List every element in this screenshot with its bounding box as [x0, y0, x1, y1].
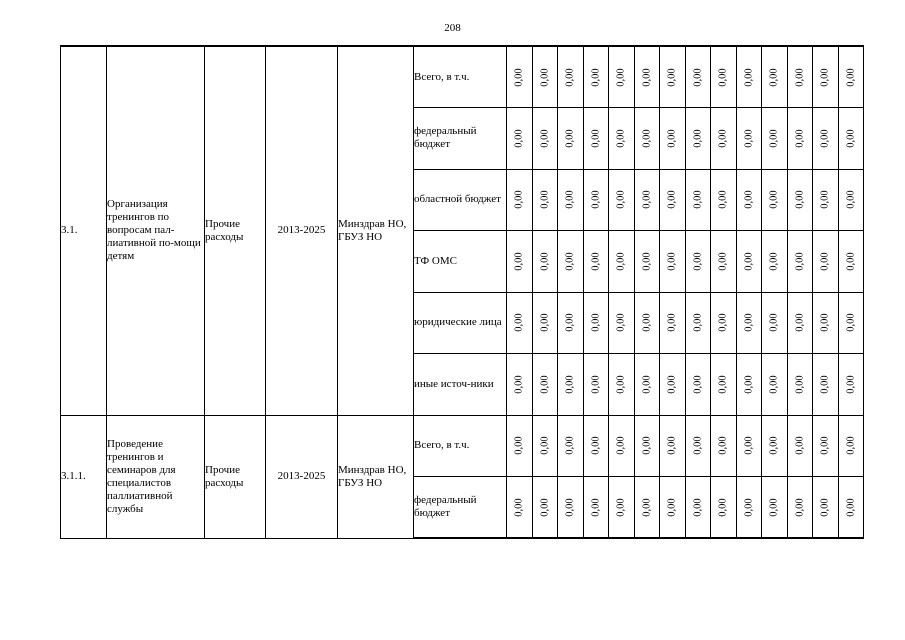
value-text: 0,00 — [743, 190, 755, 209]
value-text: 0,00 — [513, 375, 525, 394]
value-cell — [532, 354, 558, 416]
value-cell — [634, 477, 660, 539]
value-text: 0,00 — [513, 252, 525, 271]
value-text: 0,00 — [615, 375, 627, 394]
value-cell — [609, 477, 635, 539]
value-cell — [558, 108, 584, 170]
value-cell — [787, 415, 813, 477]
value-cell — [736, 108, 762, 170]
value-cell — [813, 477, 839, 539]
expense-type: Прочие расходы — [205, 415, 266, 538]
value-text: 0,00 — [845, 375, 857, 394]
value-text: 0,00 — [743, 497, 755, 517]
value-cell — [762, 169, 788, 231]
value-text: 0,00 — [539, 67, 551, 87]
value-text: 0,00 — [717, 375, 729, 394]
value-cell — [609, 354, 635, 416]
value-cell — [532, 231, 558, 293]
value-cell — [507, 108, 533, 170]
value-text: 0,00 — [794, 436, 806, 455]
value-cell — [609, 415, 635, 477]
value-text: 0,00 — [539, 436, 551, 455]
value-text: 0,00 — [845, 436, 857, 455]
value-cell — [736, 415, 762, 477]
value-cell — [838, 169, 864, 231]
value-text: 0,00 — [666, 375, 678, 394]
value-text: 0,00 — [768, 436, 780, 455]
value-cell — [583, 108, 609, 170]
value-text: 0,00 — [641, 375, 653, 394]
value-cell — [507, 477, 533, 539]
value-cell — [736, 354, 762, 416]
value-text: 0,00 — [768, 497, 780, 517]
value-cell — [660, 231, 686, 293]
value-cell — [507, 169, 533, 231]
implementation-period: 2013-2025 — [266, 415, 338, 538]
value-cell — [583, 231, 609, 293]
value-cell — [507, 292, 533, 354]
value-text: 0,00 — [666, 436, 678, 455]
value-cell — [838, 108, 864, 170]
funding-source: федеральный бюджет — [414, 477, 507, 539]
value-cell — [787, 477, 813, 539]
value-cell — [583, 477, 609, 539]
value-cell — [711, 231, 737, 293]
value-text: 0,00 — [539, 190, 551, 209]
value-cell — [634, 108, 660, 170]
value-text: 0,00 — [666, 67, 678, 87]
value-text: 0,00 — [590, 252, 602, 271]
value-text: 0,00 — [590, 375, 602, 394]
value-cell — [838, 231, 864, 293]
value-cell — [711, 169, 737, 231]
value-cell — [532, 169, 558, 231]
funding-source: юридические лица — [414, 292, 507, 354]
value-cell — [583, 46, 609, 108]
value-cell — [685, 415, 711, 477]
value-cell — [558, 354, 584, 416]
value-cell — [558, 477, 584, 539]
value-text: 0,00 — [513, 497, 525, 517]
value-cell — [787, 231, 813, 293]
value-cell — [736, 231, 762, 293]
value-text: 0,00 — [615, 313, 627, 332]
value-text: 0,00 — [743, 375, 755, 394]
value-cell — [736, 477, 762, 539]
value-text: 0,00 — [717, 129, 729, 148]
value-cell — [583, 415, 609, 477]
value-cell — [558, 415, 584, 477]
value-cell — [634, 169, 660, 231]
value-text: 0,00 — [743, 129, 755, 148]
value-text: 0,00 — [539, 375, 551, 394]
value-cell — [736, 46, 762, 108]
value-cell — [711, 292, 737, 354]
value-cell — [838, 415, 864, 477]
value-cell — [583, 354, 609, 416]
value-cell — [813, 354, 839, 416]
value-cell — [660, 415, 686, 477]
value-text: 0,00 — [564, 497, 576, 517]
value-cell — [736, 169, 762, 231]
value-cell — [634, 46, 660, 108]
value-text: 0,00 — [539, 497, 551, 517]
value-cell — [660, 354, 686, 416]
value-text: 0,00 — [513, 190, 525, 209]
value-text: 0,00 — [539, 129, 551, 148]
value-text: 0,00 — [819, 252, 831, 271]
page-number: 208 — [444, 22, 461, 34]
value-cell — [685, 477, 711, 539]
value-cell — [762, 46, 788, 108]
value-text: 0,00 — [666, 252, 678, 271]
value-text: 0,00 — [615, 67, 627, 87]
value-text: 0,00 — [819, 67, 831, 87]
value-text: 0,00 — [564, 313, 576, 332]
value-cell — [685, 231, 711, 293]
value-cell — [762, 108, 788, 170]
value-text: 0,00 — [590, 67, 602, 87]
implementation-period: 2013-2025 — [266, 46, 338, 415]
value-text: 0,00 — [692, 129, 704, 148]
value-text: 0,00 — [513, 129, 525, 148]
value-cell — [685, 46, 711, 108]
value-text: 0,00 — [564, 375, 576, 394]
value-text: 0,00 — [615, 190, 627, 209]
value-text: 0,00 — [717, 67, 729, 87]
value-text: 0,00 — [692, 67, 704, 87]
value-text: 0,00 — [692, 252, 704, 271]
value-cell — [558, 231, 584, 293]
value-cell — [736, 292, 762, 354]
value-text: 0,00 — [819, 436, 831, 455]
value-cell — [838, 477, 864, 539]
funding-source: Всего, в т.ч. — [414, 46, 507, 108]
value-text: 0,00 — [641, 252, 653, 271]
value-text: 0,00 — [743, 436, 755, 455]
value-text: 0,00 — [666, 497, 678, 517]
value-text: 0,00 — [692, 190, 704, 209]
value-text: 0,00 — [794, 190, 806, 209]
value-text: 0,00 — [692, 375, 704, 394]
value-cell — [762, 292, 788, 354]
funding-source: федеральный бюджет — [414, 108, 507, 170]
value-cell — [838, 46, 864, 108]
value-text: 0,00 — [513, 313, 525, 332]
value-cell — [609, 46, 635, 108]
value-cell — [507, 354, 533, 416]
value-text: 0,00 — [845, 190, 857, 209]
value-cell — [813, 292, 839, 354]
value-text: 0,00 — [692, 436, 704, 455]
funding-source: областной бюджет — [414, 169, 507, 231]
value-cell — [787, 169, 813, 231]
value-text: 0,00 — [717, 313, 729, 332]
value-text: 0,00 — [768, 67, 780, 87]
expense-type: Прочие расходы — [205, 46, 266, 415]
value-text: 0,00 — [615, 129, 627, 148]
value-cell — [558, 169, 584, 231]
value-text: 0,00 — [641, 129, 653, 148]
value-cell — [660, 292, 686, 354]
value-text: 0,00 — [590, 313, 602, 332]
value-text: 0,00 — [743, 313, 755, 332]
value-text: 0,00 — [768, 313, 780, 332]
value-text: 0,00 — [819, 497, 831, 517]
value-text: 0,00 — [513, 436, 525, 455]
value-text: 0,00 — [794, 252, 806, 271]
value-text: 0,00 — [845, 129, 857, 148]
value-text: 0,00 — [564, 67, 576, 87]
value-text: 0,00 — [768, 129, 780, 148]
value-cell — [660, 108, 686, 170]
value-text: 0,00 — [768, 375, 780, 394]
table-row — [61, 415, 864, 477]
value-cell — [660, 46, 686, 108]
value-text: 0,00 — [641, 67, 653, 87]
value-cell — [762, 231, 788, 293]
value-cell — [813, 415, 839, 477]
value-text: 0,00 — [590, 190, 602, 209]
value-text: 0,00 — [666, 190, 678, 209]
value-cell — [685, 354, 711, 416]
value-text: 0,00 — [641, 190, 653, 209]
value-text: 0,00 — [743, 252, 755, 271]
value-text: 0,00 — [564, 129, 576, 148]
value-text: 0,00 — [590, 129, 602, 148]
value-cell — [532, 46, 558, 108]
value-cell — [507, 415, 533, 477]
value-text: 0,00 — [794, 375, 806, 394]
value-text: 0,00 — [794, 497, 806, 517]
value-cell — [711, 415, 737, 477]
value-cell — [609, 231, 635, 293]
value-cell — [634, 292, 660, 354]
value-text: 0,00 — [845, 252, 857, 271]
value-cell — [762, 415, 788, 477]
value-text: 0,00 — [845, 313, 857, 332]
value-text: 0,00 — [819, 313, 831, 332]
value-text: 0,00 — [692, 497, 704, 517]
funding-source: Всего, в т.ч. — [414, 415, 507, 477]
value-cell — [787, 46, 813, 108]
value-cell — [711, 354, 737, 416]
value-cell — [787, 292, 813, 354]
value-text: 0,00 — [641, 497, 653, 517]
value-cell — [813, 169, 839, 231]
value-cell — [711, 108, 737, 170]
value-text: 0,00 — [845, 497, 857, 517]
value-cell — [762, 477, 788, 539]
measure-code: 3.1. — [61, 46, 107, 415]
value-text: 0,00 — [641, 313, 653, 332]
value-cell — [507, 46, 533, 108]
value-text: 0,00 — [615, 252, 627, 271]
value-cell — [532, 292, 558, 354]
measure-name: Проведение тренингов и семинаров для специалистов паллиативной службы — [107, 415, 205, 538]
value-text: 0,00 — [564, 252, 576, 271]
funding-source: иные источ-ники — [414, 354, 507, 416]
value-cell — [685, 169, 711, 231]
value-text: 0,00 — [743, 67, 755, 87]
value-text: 0,00 — [692, 313, 704, 332]
value-cell — [787, 108, 813, 170]
value-cell — [532, 477, 558, 539]
value-cell — [813, 108, 839, 170]
value-cell — [609, 108, 635, 170]
value-cell — [609, 169, 635, 231]
measure-code: 3.1.1. — [61, 415, 107, 538]
value-cell — [634, 415, 660, 477]
value-cell — [634, 354, 660, 416]
value-cell — [762, 354, 788, 416]
value-text: 0,00 — [794, 129, 806, 148]
value-text: 0,00 — [615, 436, 627, 455]
value-text: 0,00 — [768, 190, 780, 209]
value-cell — [558, 292, 584, 354]
value-text: 0,00 — [590, 436, 602, 455]
funding-source: ТФ ОМС — [414, 231, 507, 293]
value-text: 0,00 — [819, 375, 831, 394]
value-text: 0,00 — [513, 67, 525, 87]
value-cell — [634, 231, 660, 293]
value-text: 0,00 — [590, 497, 602, 517]
value-cell — [532, 108, 558, 170]
value-cell — [507, 231, 533, 293]
value-cell — [685, 292, 711, 354]
value-text: 0,00 — [641, 436, 653, 455]
value-text: 0,00 — [666, 313, 678, 332]
value-text: 0,00 — [819, 190, 831, 209]
value-cell — [838, 354, 864, 416]
executor: Минздрав НО, ГБУЗ НО — [338, 415, 414, 538]
value-cell — [583, 169, 609, 231]
value-text: 0,00 — [666, 129, 678, 148]
value-text: 0,00 — [615, 497, 627, 517]
value-text: 0,00 — [717, 252, 729, 271]
value-text: 0,00 — [768, 252, 780, 271]
executor: Минздрав НО, ГБУЗ НО — [338, 46, 414, 415]
value-cell — [660, 477, 686, 539]
measure-name: Организация тренингов по вопросам пал-лиативной по-мощи детям — [107, 46, 205, 415]
value-text: 0,00 — [717, 436, 729, 455]
value-text: 0,00 — [564, 190, 576, 209]
value-text: 0,00 — [794, 67, 806, 87]
value-cell — [609, 292, 635, 354]
budget-table — [60, 45, 864, 539]
value-cell — [685, 108, 711, 170]
value-cell — [838, 292, 864, 354]
value-text: 0,00 — [564, 436, 576, 455]
value-text: 0,00 — [819, 129, 831, 148]
value-text: 0,00 — [794, 313, 806, 332]
value-text: 0,00 — [717, 190, 729, 209]
value-text: 0,00 — [539, 252, 551, 271]
value-cell — [583, 292, 609, 354]
value-cell — [813, 46, 839, 108]
value-text: 0,00 — [539, 313, 551, 332]
value-cell — [787, 354, 813, 416]
value-cell — [711, 477, 737, 539]
table-row — [61, 46, 864, 108]
value-text: 0,00 — [845, 67, 857, 87]
value-cell — [532, 415, 558, 477]
value-cell — [558, 46, 584, 108]
value-cell — [660, 169, 686, 231]
value-text: 0,00 — [717, 497, 729, 517]
value-cell — [711, 46, 737, 108]
value-cell — [813, 231, 839, 293]
